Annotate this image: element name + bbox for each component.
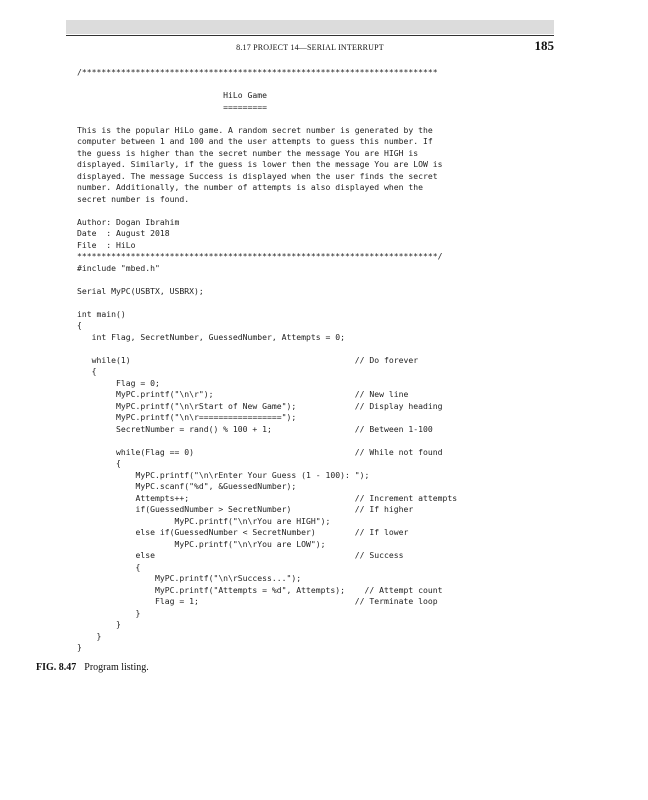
code-line: Serial MyPC(USBTX, USBRX); (77, 285, 204, 296)
code-line: the guess is higher than the secret number the message You are HIGH is (77, 147, 419, 158)
code-line: while(1) // Do forever (77, 354, 419, 365)
code-line: Flag = 1; // Terminate loop (77, 596, 438, 606)
code-line: computer between 1 and 100 and the user attempts to guess this number. If (77, 136, 433, 146)
program-listing (77, 67, 557, 654)
code-line: displayed. Similarly, if the guess is lower then the message You are LOW is (77, 159, 443, 169)
code-line: MyPC.printf("\n\rStart of New Game"); // Display heading (77, 400, 443, 411)
code-line: { (77, 458, 121, 468)
code-line: number. Additionally, the number of attempts is also displayed when the (77, 182, 423, 192)
code-line: { (77, 320, 82, 330)
code-line: MyPC.printf("\n\r================="); (77, 412, 297, 422)
code-line: MyPC.printf("Attempts = %d", Attempts); // Attempt count (77, 584, 443, 595)
code-line: while(Flag == 0) // While not found (77, 446, 443, 457)
code-line: File : HiLo (77, 239, 136, 250)
page-number: 185 (534, 38, 554, 53)
code-line: } (77, 642, 82, 652)
section-title: 8.17 PROJECT 14—SERIAL INTERRUPT (236, 43, 384, 52)
code-line: HiLo Game (77, 90, 268, 100)
code-line: Flag = 0; (77, 377, 160, 388)
header-bar (66, 20, 554, 34)
code-line (77, 297, 557, 309)
code-line: displayed. The message Success is displayed when the user finds the secret (77, 170, 438, 181)
code-line: Author: Dogan Ibrahim (77, 216, 180, 227)
header-rule (66, 35, 554, 36)
code-line (77, 274, 557, 286)
code-line (77, 79, 557, 91)
code-line: SecretNumber = rand() % 100 + 1; // Between 1-100 (77, 423, 433, 434)
code-line: else // Success (77, 550, 404, 560)
code-line: } (77, 607, 141, 618)
code-line (77, 113, 557, 125)
code-line: { (77, 561, 141, 572)
code-line: ========= (77, 101, 268, 112)
code-line: #include "mbed.h" (77, 262, 160, 273)
code-line: This is the popular HiLo game. A random secret number is generated by the (77, 124, 433, 135)
code-line: MyPC.printf("\n\rYou are LOW"); (77, 538, 326, 549)
figure-label: FIG. 8.47 (36, 662, 77, 673)
code-line: **************************************************************************/ (77, 251, 443, 261)
figure-caption-text: Program listing. (84, 662, 149, 673)
code-line: } (77, 619, 121, 629)
code-line: MyPC.scanf("%d", &GuessedNumber); (77, 481, 297, 491)
code-line: Attempts++; // Increment attempts (77, 492, 458, 503)
figure-caption (36, 662, 149, 673)
code-line (77, 435, 557, 447)
code-line: MyPC.printf("\n\r"); // New line (77, 389, 409, 399)
code-line: Date : August 2018 (77, 228, 170, 238)
code-line: MyPC.printf("\n\rYou are HIGH"); (77, 515, 331, 526)
code-line: /************************************************************************* (77, 67, 438, 77)
code-line: MyPC.printf("\n\rSuccess..."); (77, 573, 302, 583)
code-line: } (77, 630, 102, 641)
code-line: if(GuessedNumber > SecretNumber) // If higher (77, 504, 414, 514)
code-line (77, 343, 557, 355)
code-line: secret number is found. (77, 193, 190, 204)
code-line: int main() (77, 308, 126, 319)
code-line: int Flag, SecretNumber, GuessedNumber, Attempts = 0; (77, 331, 346, 342)
running-head (66, 38, 554, 55)
code-line: MyPC.printf("\n\rEnter Your Guess (1 - 100): "); (77, 469, 370, 480)
code-line: { (77, 366, 97, 376)
code-line: else if(GuessedNumber < SecretNumber) // If lower (77, 527, 409, 537)
code-line (77, 205, 557, 217)
